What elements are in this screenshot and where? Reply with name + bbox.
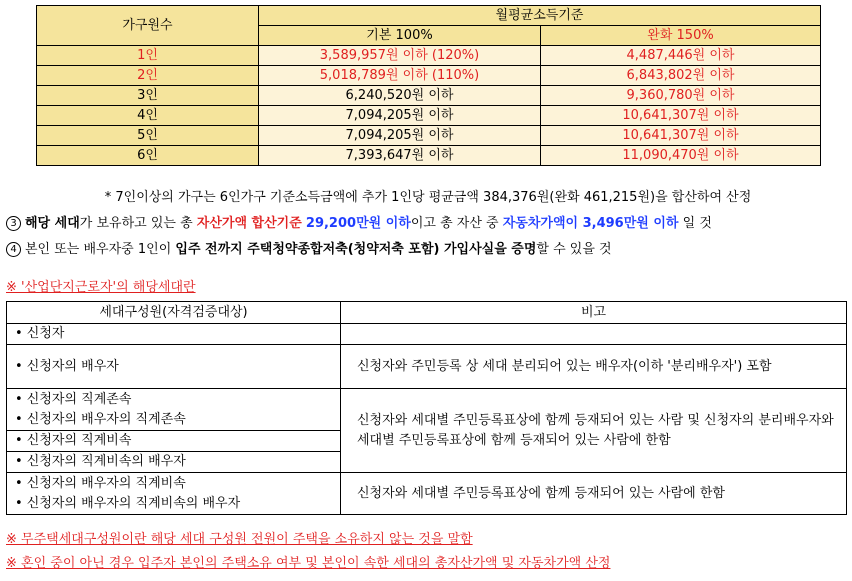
household-members-table xyxy=(6,301,847,515)
household-size-cell: 1인 xyxy=(37,46,259,66)
circled-number: 4 xyxy=(6,242,21,257)
member-item: • 신청자의 배우자의 직계비속의 배우자 xyxy=(15,495,241,511)
household-size-cell: 2인 xyxy=(37,66,259,86)
note-text: 할 수 있을 것 xyxy=(536,242,612,257)
household-size-cell: 3인 xyxy=(37,86,259,106)
member-item: • 신청자의 배우자 xyxy=(15,358,119,374)
relaxed-income-cell: 4,487,446원 이하 xyxy=(541,46,821,66)
remark-cell: 신청자와 주민등록 상 세대 분리되어 있는 배우자(이하 '분리배우자') 포함 xyxy=(341,345,847,389)
income-criteria-table xyxy=(36,5,821,166)
remark-cell: 신청자와 세대별 주민등록표상에 함께 등재되어 있는 사람에 한함 xyxy=(341,473,847,515)
relaxed-income-cell: 9,360,780원 이하 xyxy=(541,86,821,106)
members-header: 세대구성원(자격검증대상) xyxy=(7,302,341,324)
member-item: • 신청자의 배우자의 직계존속 xyxy=(7,410,340,431)
basic-income-cell: 6,240,520원 이하 xyxy=(259,86,541,106)
income-row xyxy=(37,66,821,86)
income-row xyxy=(37,146,821,166)
section-title: ※ '산업단지근로자'의 해당세대란 xyxy=(6,280,196,295)
relaxed-income-cell: 10,641,307원 이하 xyxy=(541,126,821,146)
relaxed-income-cell: 11,090,470원 이하 xyxy=(541,146,821,166)
member-item: • 신청자 xyxy=(15,326,65,341)
circled-number: 3 xyxy=(6,216,21,231)
seven-plus-note: * 7인이상의 가구는 6인가구 기준소득금액에 추가 1인당 평균금액 384,376원(완화 461,215원)을 합산하여 산정 xyxy=(104,190,752,205)
monthly-income-header: 월평균소득기준 xyxy=(259,6,821,26)
income-row xyxy=(37,86,821,106)
member-item: • 신청자의 직계비속 xyxy=(7,431,340,452)
member-item: • 신청자의 직계비속의 배우자 xyxy=(15,453,186,469)
note-text: 본인 또는 배우자중 1인이 xyxy=(25,242,176,257)
basic-income-cell: 7,094,205원 이하 xyxy=(259,106,541,126)
table-row xyxy=(7,324,847,345)
asset-limit: 29,200만원 이하 xyxy=(305,216,411,231)
table-row xyxy=(7,345,847,389)
asset-criteria-note xyxy=(6,213,850,235)
note-text: 이고 총 자산 중 xyxy=(410,216,503,231)
basic-100-header: 기본 100% xyxy=(259,26,541,46)
note-text: 가 보유하고 있는 총 xyxy=(79,216,197,231)
income-row xyxy=(37,106,821,126)
household-size-cell: 6인 xyxy=(37,146,259,166)
member-item: • 신청자의 배우자의 직계비속 xyxy=(15,475,186,491)
household-size-header: 가구원수 xyxy=(37,6,259,46)
members-cell xyxy=(7,389,341,473)
members-cell xyxy=(7,473,341,515)
remarks-header: 비고 xyxy=(341,302,847,324)
household-size-cell: 5인 xyxy=(37,126,259,146)
remark-cell: 신청자와 세대별 주민등록표상에 함께 등재되어 있는 사람 및 신청자의 분리배우자와 세대별 주민등록표상에 함께 등재되어 있는 사람에 한함 xyxy=(341,389,847,473)
members-cell xyxy=(7,345,341,389)
table-row xyxy=(7,389,847,473)
relaxed-income-cell: 6,843,802원 이하 xyxy=(541,66,821,86)
basic-income-cell: 7,393,647원 이하 xyxy=(259,146,541,166)
basic-income-cell: 3,589,957원 이하 (120%) xyxy=(259,46,541,66)
vehicle-limit: 자동차가액이 3,496만원 이하 xyxy=(502,216,679,231)
savings-requirement: 입주 전까지 주택청약종합저축(청약저축 포함) 가입사실을 증명 xyxy=(175,242,537,257)
table-row xyxy=(7,473,847,515)
footnote: ※ 무주택세대구성원이란 해당 세대 구성원 전원이 주택을 소유하지 않는 것을 말함 xyxy=(6,532,473,547)
note-text: 일 것 xyxy=(678,216,712,231)
relaxed-income-cell: 10,641,307원 이하 xyxy=(541,106,821,126)
household-label: 해당 세대 xyxy=(25,216,80,231)
basic-income-cell: 5,018,789원 이하 (110%) xyxy=(259,66,541,86)
asset-total-label: 자산가액 합산기준 xyxy=(196,216,302,231)
income-row xyxy=(37,126,821,146)
household-size-cell: 4인 xyxy=(37,106,259,126)
income-row xyxy=(37,46,821,66)
remark-cell xyxy=(341,324,847,345)
members-cell xyxy=(7,324,341,345)
footnote: ※ 혼인 중이 아닌 경우 입주자 본인의 주택소유 여부 및 본인이 속한 세대의 총자산가액 및 자동차가액 산정 xyxy=(6,556,611,571)
basic-income-cell: 7,094,205원 이하 xyxy=(259,126,541,146)
savings-note xyxy=(6,239,850,261)
relaxed-150-header: 완화 150% xyxy=(541,26,821,46)
member-item: • 신청자의 직계존속 xyxy=(15,391,132,407)
